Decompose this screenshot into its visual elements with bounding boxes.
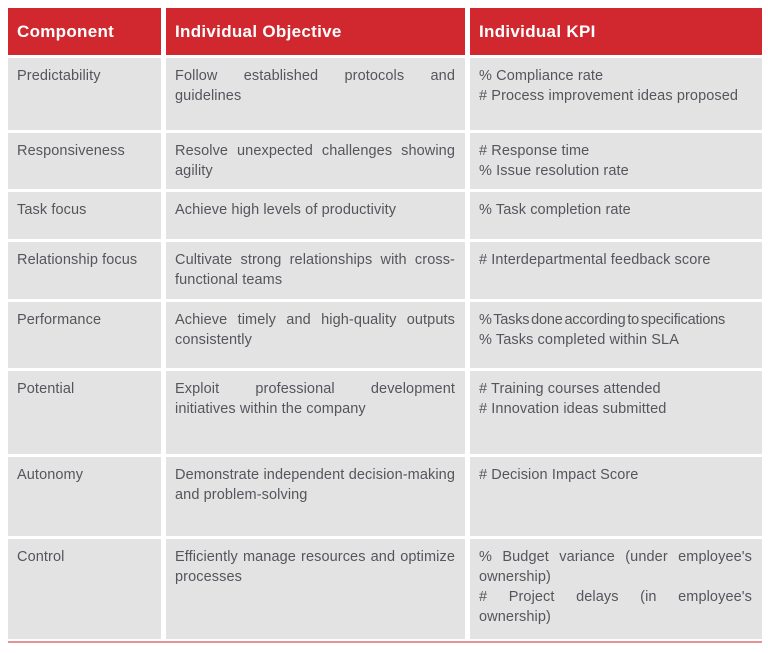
- objective-cell: Follow established protocols and guidelines: [166, 58, 465, 130]
- kpi-cell: [470, 192, 762, 239]
- header-individual-objective: Individual Objective: [166, 8, 465, 55]
- table-row-potential: [8, 371, 762, 454]
- kpi-item: # Decision Impact Score: [479, 467, 639, 483]
- component-cell: Relationship focus: [8, 242, 161, 299]
- kpi-table: [8, 8, 762, 643]
- table-bottom-border: [8, 641, 762, 643]
- table-row-control: [8, 539, 762, 639]
- header-individual-kpi: Individual KPI: [470, 8, 762, 55]
- kpi-cell: [470, 302, 762, 368]
- header-component: Component: [8, 8, 161, 55]
- kpi-cell: [470, 58, 762, 130]
- kpi-item: % Budget variance (under employee's ownership): [479, 549, 752, 585]
- table-row-task-focus: [8, 192, 762, 239]
- objective-cell: Demonstrate independent decision-making and problem-solving: [166, 457, 465, 536]
- table-row-relationship-focus: [8, 242, 762, 299]
- objective-cell: Exploit professional development initiatives within the company: [166, 371, 465, 454]
- kpi-item: # Innovation ideas submitted: [479, 401, 667, 417]
- component-cell: Control: [8, 539, 161, 639]
- kpi-item: % Tasks completed within SLA: [479, 332, 679, 348]
- objective-cell: Efficiently manage resources and optimize processes: [166, 539, 465, 639]
- kpi-cell: [470, 133, 762, 189]
- component-cell: Performance: [8, 302, 161, 368]
- kpi-cell: [470, 371, 762, 454]
- objective-cell: Cultivate strong relationships with cross-functional teams: [166, 242, 465, 299]
- kpi-item: % Compliance rate: [479, 68, 604, 84]
- kpi-item: % Tasks done according to specifications: [479, 312, 726, 328]
- kpi-item: # Process improvement ideas proposed: [479, 88, 739, 104]
- component-cell: Task focus: [8, 192, 161, 239]
- component-cell: Potential: [8, 371, 161, 454]
- component-cell: Responsiveness: [8, 133, 161, 189]
- table-row-predictability: [8, 58, 762, 130]
- table-row-performance: [8, 302, 762, 368]
- table-body: [8, 58, 762, 639]
- table-row-autonomy: [8, 457, 762, 536]
- kpi-cell: [470, 539, 762, 639]
- objective-cell: Achieve high levels of productivity: [166, 192, 465, 239]
- component-cell: Autonomy: [8, 457, 161, 536]
- objective-cell: Achieve timely and high-quality outputs consistently: [166, 302, 465, 368]
- kpi-cell: [470, 242, 762, 299]
- kpi-item: # Project delays (in employee's ownership): [479, 589, 752, 625]
- table-header-row: [8, 8, 762, 55]
- kpi-item: % Issue resolution rate: [479, 163, 629, 179]
- kpi-cell: [470, 457, 762, 536]
- kpi-item: # Response time: [479, 143, 590, 159]
- kpi-item: # Training courses attended: [479, 381, 661, 397]
- table-row-responsiveness: [8, 133, 762, 189]
- objective-cell: Resolve unexpected challenges showing agility: [166, 133, 465, 189]
- component-cell: Predictability: [8, 58, 161, 130]
- kpi-item: # Interdepartmental feedback score: [479, 252, 711, 268]
- kpi-item: % Task completion rate: [479, 202, 631, 218]
